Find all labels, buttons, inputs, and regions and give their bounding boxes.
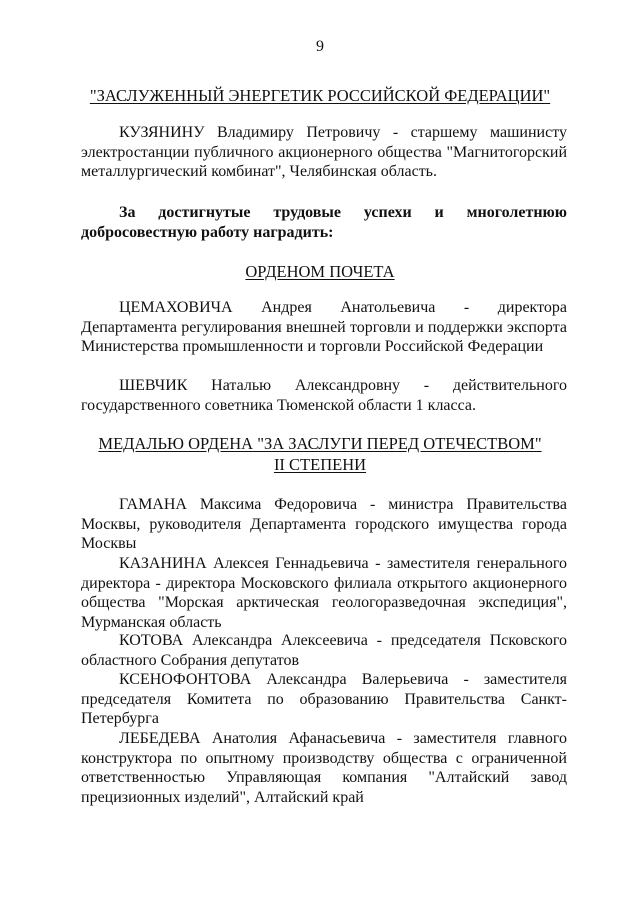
- section-title-order-of-honor: ОРДЕНОМ ПОЧЕТА: [245, 262, 395, 281]
- section-title-medal-line1: МЕДАЛЬЮ ОРДЕНА "ЗА ЗАСЛУГИ ПЕРЕД ОТЕЧЕСТВОМ": [98, 434, 542, 453]
- award-intro-text: За достигнутые трудовые успехи и многолетнюю добросовестную работу наградить:: [81, 204, 567, 241]
- page-number: 9: [316, 38, 324, 55]
- award-entry-kazanin: КАЗАНИНА Алексея Геннадьевича - заместителя генерального директора - директора Московского филиала открытого акционерного общества "Морская арктическая геологоразведочная экспедиция", Мурманская область: [81, 555, 567, 631]
- award-entry-ksenofontov: КСЕНОФОНТОВА Александра Валерьевича - заместителя председателя Комитета по образованию Правительства Санкт-Петербурга: [81, 671, 567, 727]
- section-title-honored-power-engineer: "ЗАСЛУЖЕННЫЙ ЭНЕРГЕТИК РОССИЙСКОЙ ФЕДЕРАЦИИ": [89, 86, 551, 105]
- award-entry-tsemakhovich: ЦЕМАХОВИЧА Андрея Анатольевича - директора Департамента регулирования внешней торговли и поддержки экспорта Министерства промышленности и торговли Российской Федерации: [81, 299, 567, 355]
- award-entry-shevchik: ШЕВЧИК Наталью Александровну - действительного государственного советника Тюменской области 1 класса.: [81, 377, 567, 414]
- award-entry-lebedev: ЛЕБЕДЕВА Анатолия Афанасьевича - заместителя главного конструктора по опытному производству общества с ограниченной ответственностью Управляющая компания "Алтайский завод прецизионных изделий", Алтайский край: [81, 730, 567, 806]
- award-entry-kuzyanin: КУЗЯНИНУ Владимиру Петровичу - старшему машинисту электростанции публичного акционерного общества "Магнитогорский металлургический комбинат", Челябинская область.: [81, 124, 567, 180]
- award-entry-kotov: КОТОВА Александра Алексеевича - председателя Псковского областного Собрания депутатов: [81, 632, 567, 669]
- award-entry-gaman: ГАМАНА Максима Федоровича - министра Правительства Москвы, руководителя Департамента городского имущества города Москвы: [81, 496, 567, 552]
- section-title-medal-line2: II СТЕПЕНИ: [273, 455, 367, 474]
